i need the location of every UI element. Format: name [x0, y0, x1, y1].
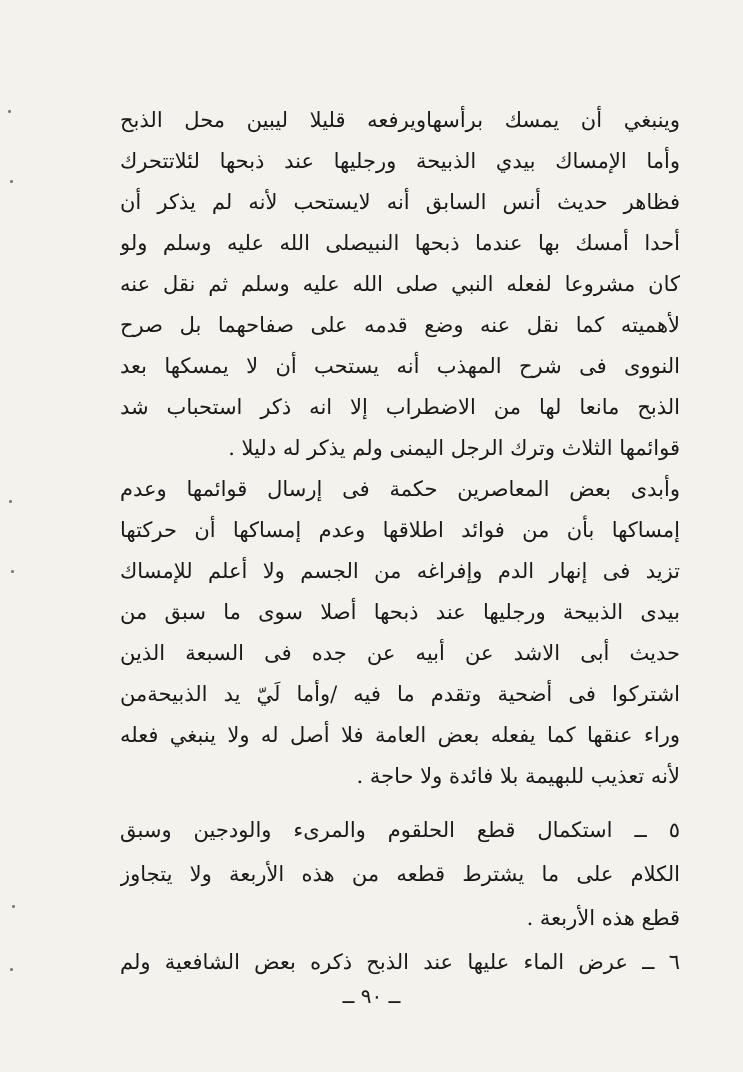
text-line: وأما الإمساك بيدي الذبيحة ورجليها عند ذبحها لئلاتتحرك — [120, 149, 680, 173]
paragraph-main — [120, 100, 680, 797]
text-line: كان مشروعا لفعله النبي صلى الله عليه وسلم ثم نقل عنه — [120, 272, 680, 296]
text-line: أحدا أمسك بها عندما ذبحها النبيصلى الله عليه وسلم ولو — [120, 231, 680, 255]
text-line: وأبدى بعض المعاصرين حكمة فى إرسال قوائمها وعدم — [120, 477, 680, 501]
text-line: النووى فى شرح المهذب أنه يستحب أن لا يمسكها بعد — [120, 354, 680, 378]
text-line: الذبح مانعا لها من الاضطراب إلا انه ذكر استحباب شد — [120, 395, 680, 419]
text-line: حديث أبى الاشد عن أبيه عن جده فى السبعة الذين — [120, 641, 680, 665]
text-line: فظاهر حديث أنس السابق أنه لايستحب لأنه لم يذكر أن — [120, 190, 680, 214]
text-line: قطع هذه الأربعة . — [526, 906, 680, 930]
scan-speck — [12, 905, 15, 908]
scan-speck — [9, 500, 12, 503]
scan-speck — [10, 180, 13, 183]
text-line: إمساكها بأن من فوائد اطلاقها وعدم إمساكها أن حركتها — [120, 518, 680, 542]
scan-speck — [11, 570, 14, 573]
text-line: ٥ ــ استكمال قطع الحلقوم والمرىء والودجين وسبق — [120, 818, 680, 842]
paragraph-six — [120, 940, 680, 984]
text-line: وينبغي أن يمسك برأسهاويرفعه قليلا ليبين محل الذبح — [120, 108, 680, 132]
scan-speck — [8, 110, 11, 113]
text-line: اشتركوا فى أضحية وتقدم ما فيه /وأما لَيّ يد الذبيحةمن — [120, 682, 680, 706]
text-line: قوائمها الثلاث وترك الرجل اليمنى ولم يذكر له دليلا . — [228, 436, 680, 460]
text-line: تزيد فى إنهار الدم وإفراغه من الجسم ولا أعلم للإمساك — [120, 559, 680, 583]
text-line: لأنه تعذيب للبهيمة بلا فائدة ولا حاجة . — [356, 764, 680, 788]
text-line: بيدى الذبيحة ورجليها عند ذبحها أصلا سوى ما سبق من — [120, 600, 680, 624]
text-line: وراء عنقها كما يفعله بعض العامة فلا أصل له ولا ينبغي فعله — [120, 723, 680, 747]
text-line: الكلام على ما يشترط قطعه من هذه الأربعة ولا يتجاوز — [120, 862, 680, 886]
text-line: لأهميته كما نقل عنه وضع قدمه على صفاحهما بل صرح — [120, 313, 680, 337]
page-number: ــ ٩٠ ــ — [342, 984, 401, 1008]
paragraph-five — [120, 808, 680, 940]
scan-speck — [10, 968, 13, 971]
text-line: ٦ ــ عرض الماء عليها عند الذبح ذكره بعض الشافعية ولم — [120, 950, 680, 974]
